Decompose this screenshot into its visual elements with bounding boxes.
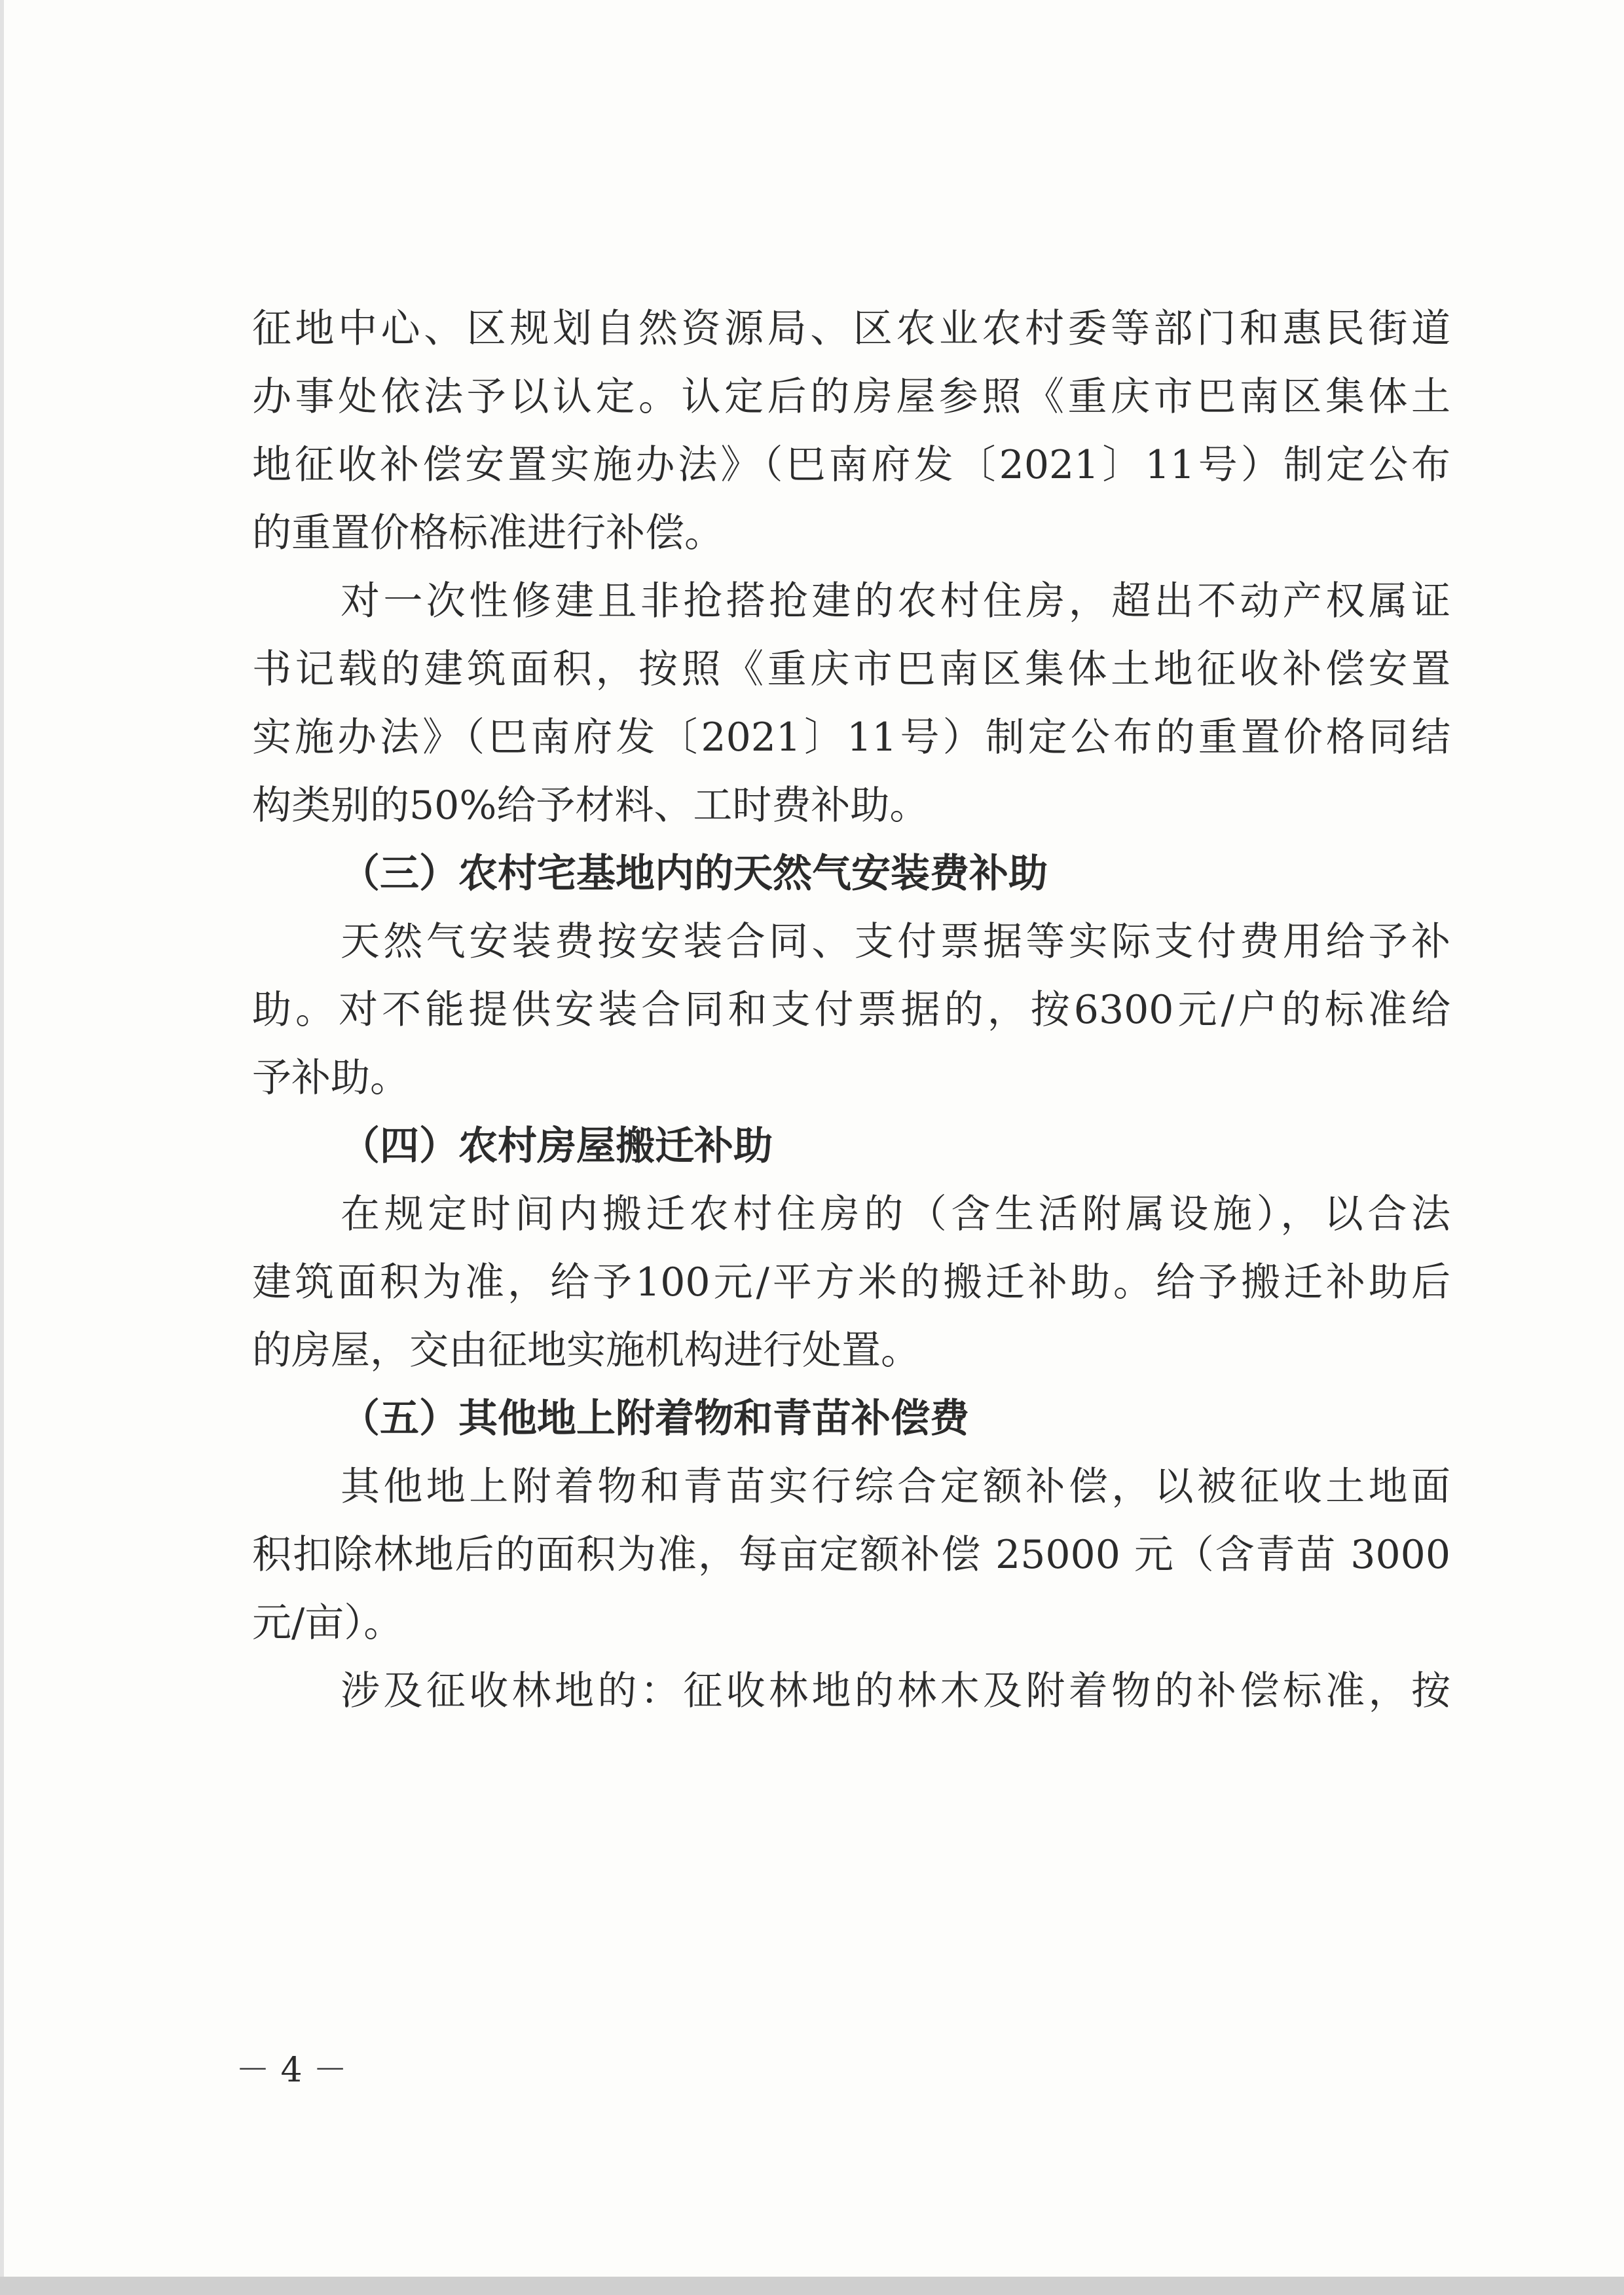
section-heading-3: （三）农村宅基地内的天然气安装费补助 xyxy=(341,851,1048,897)
text-line: 的重置价格标准进行补偿。 xyxy=(252,510,724,556)
paragraph-first-line: 其他地上附着物和青苗实行综合定额补偿，以被征收土地面 xyxy=(341,1464,1450,1510)
text-line: 的房屋，交由征地实施机构进行处置。 xyxy=(252,1328,920,1373)
text-line: 元/亩）。 xyxy=(252,1600,403,1646)
paragraph-first-line: 对一次性修建且非抢搭抢建的农村住房，超出不动产权属证 xyxy=(341,578,1450,624)
text-line: 构类别的50%给予材料、工时费补助。 xyxy=(252,783,929,829)
section-heading-5: （五）其他地上附着物和青苗补偿费 xyxy=(341,1396,969,1442)
text-line: 实施办法》（巴南府发〔2021〕11号）制定公布的重置价格同结 xyxy=(252,715,1450,760)
paragraph-first-line: 天然气安装费按安装合同、支付票据等实际支付费用给予补 xyxy=(341,919,1450,965)
paragraph-first-line: 涉及征收林地的：征收林地的林木及附着物的补偿标准，按 xyxy=(341,1668,1450,1714)
paragraph-first-line: 在规定时间内搬迁农村住房的（含生活附属设施），以合法 xyxy=(341,1191,1450,1237)
page-edge-shadow xyxy=(0,0,4,2295)
text-line: 书记载的建筑面积，按照《重庆市巴南区集体土地征收补偿安置 xyxy=(252,646,1450,692)
page-number: － 4 － xyxy=(236,2051,348,2090)
text-line: 积扣除林地后的面积为准，每亩定额补偿 25000 元（含青苗 3000 xyxy=(252,1532,1450,1578)
document-body xyxy=(252,295,1450,1725)
text-line: 办事处依法予以认定。认定后的房屋参照《重庆市巴南区集体土 xyxy=(252,374,1450,420)
text-line: 建筑面积为准，给予100元/平方米的搬迁补助。给予搬迁补助后 xyxy=(252,1259,1450,1305)
text-line: 地征收补偿安置实施办法》（巴南府发〔2021〕11号）制定公布 xyxy=(252,442,1450,488)
section-heading-4: （四）农村房屋搬迁补助 xyxy=(341,1123,773,1169)
text-line: 助。对不能提供安装合同和支付票据的，按6300元/户的标准给 xyxy=(252,987,1450,1033)
text-line: 征地中心、区规划自然资源局、区农业农村委等部门和惠民街道 xyxy=(252,306,1450,352)
text-line: 予补助。 xyxy=(252,1055,409,1101)
scan-bottom-edge xyxy=(0,2277,1624,2295)
